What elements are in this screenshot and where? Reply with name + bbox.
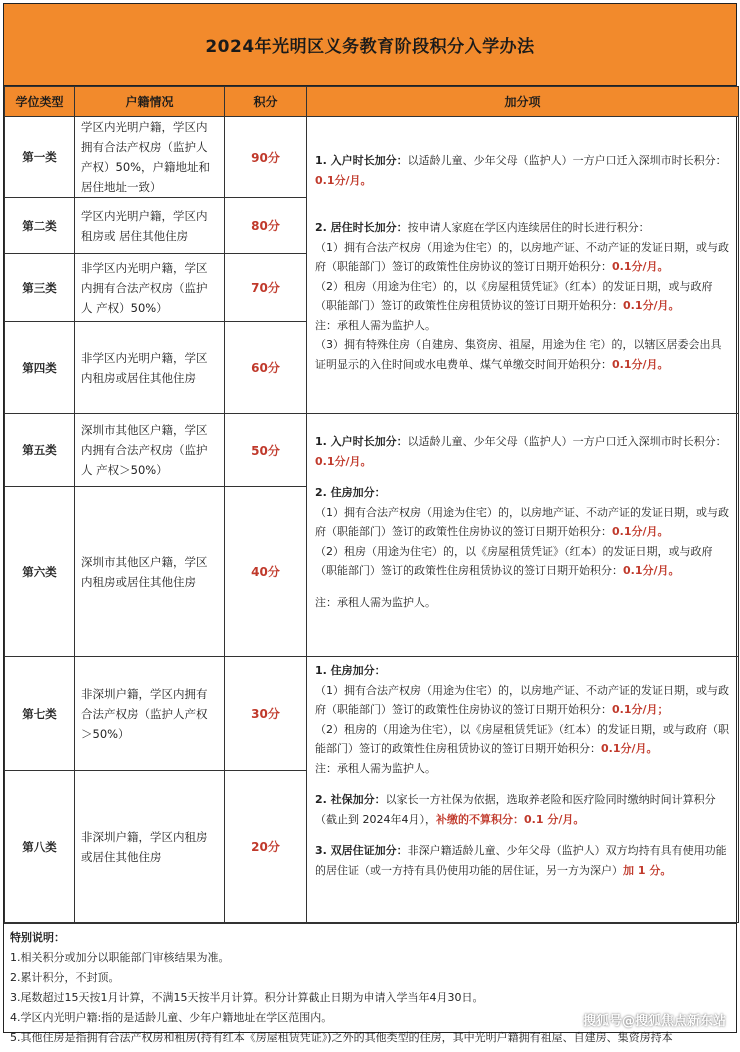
row-type: 第三类 [5, 254, 75, 322]
row-score: 30分 [225, 657, 307, 771]
table-row [5, 414, 739, 487]
bonus-note: 注：承租人需为监护人。 [315, 318, 436, 332]
bonus-text: 以适龄儿童、少年父母（监护人）一方户口迁入深圳市时长积分： [407, 154, 727, 167]
row-score: 90分 [225, 117, 307, 198]
bonus-heading: 1. 入户时长加分： [315, 154, 408, 167]
table-row [5, 117, 739, 198]
document-title: 2024年光明区义务教育阶段积分入学办法 [4, 4, 736, 86]
row-type: 第四类 [5, 322, 75, 414]
bonus-note: 注：承租人需为监护人。 [315, 761, 436, 775]
bonus-value: 0.1分/月。 [612, 357, 669, 371]
bonus-value: 0.1分/月。 [315, 173, 372, 187]
note-item: 5.其他住房是指拥有合法产权房和租房(持有红本《房屋租赁凭证》)之外的其他类型的住房，其中光明户籍拥有祖屋、自建房、集资房持本 [10, 1031, 673, 1044]
note-item: 3.尾数超过15天按1月计算，不满15天按半月计算。积分计算截止日期为申请入学当年4月30日。 [10, 991, 484, 1004]
row-hukou: 学区内光明户籍，学区内拥有合法产权房（监护人产权）50%，户籍地址和居住地址一致） [75, 117, 225, 198]
table-row [5, 657, 739, 771]
row-score: 20分 [225, 771, 307, 923]
bonus-text: （1）拥有合法产权房（用途为住宅）的，以房地产证、不动产证的发证日期，或与政府（职能部门）签订的政策性住房协议的签订日期开始积分： [315, 505, 729, 538]
bonus-heading: 3. 双居住证加分： [315, 844, 408, 857]
policy-document [3, 3, 737, 1044]
row-type: 第二类 [5, 198, 75, 254]
row-hukou: 深圳市其他区户籍，学区内租房或居住其他住房 [75, 487, 225, 657]
row-type: 第五类 [5, 414, 75, 487]
bonus-text: 以适龄儿童、少年父母（监护人）一方户口迁入深圳市时长积分： [407, 435, 727, 448]
bonus-value: 0.1分/月。 [601, 742, 658, 755]
bonus-heading: 1. 住房加分： [315, 664, 386, 677]
bonus-value: 0.1分/月。 [612, 260, 669, 273]
row-hukou: 非深圳户籍，学区内租房或居住其他住房 [75, 771, 225, 923]
row-score: 80分 [225, 198, 307, 254]
bonus-text: （2）租房的（用途为住宅），以《房屋租赁凭证》（红本）的发证日期，或与政府（职能部门）签订的政策性住房租赁协议的签订日期开始积分： [315, 722, 729, 755]
header-bonus: 加分项 [307, 87, 739, 117]
special-notes [4, 923, 736, 1052]
row-hukou: 非深圳户籍，学区内拥有合法产权房（监护人产权＞50%） [75, 657, 225, 771]
note-item: 2.累计积分，不封顶。 [10, 971, 120, 984]
bonus-value: 补缴的不算积分：0.1 分/月。 [436, 812, 585, 826]
bonus-heading: 2. 居住时长加分： [315, 221, 408, 234]
watermark: 搜狐号@搜狐焦点新东站 [582, 1014, 726, 1029]
bonus-text: 以家长一方社保为依据，选取养老险和医疗险同时缴纳时间计算积分（截止到 2024年4月）， [315, 793, 716, 826]
bonus-cell-a [307, 117, 739, 414]
row-hukou: 学区内光明户籍，学区内租房或 居住其他住房 [75, 198, 225, 254]
bonus-text: （2）租房（用途为住宅）的，以《房屋租赁凭证》（红本）的发证日期，或与政府（职能部门）签订的政策性住房租赁协议的签订日期开始积分： [315, 544, 713, 577]
bonus-value: 0.1分/月； [612, 703, 669, 716]
row-hukou: 非学区内光明户籍，学区内拥有合法产权房（监护人 产权）50%） [75, 254, 225, 322]
row-hukou: 非学区内光明户籍，学区内租房或居住其他住房 [75, 322, 225, 414]
row-score: 70分 [225, 254, 307, 322]
bonus-value: 0.1分/月。 [623, 564, 680, 577]
row-type: 第八类 [5, 771, 75, 923]
row-type: 第六类 [5, 487, 75, 657]
row-type: 第七类 [5, 657, 75, 771]
notes-heading: 特别说明： [10, 931, 65, 944]
row-type: 第一类 [5, 117, 75, 198]
note-item: 4.学区内光明户籍:指的是适龄儿童、少年户籍地址在学区范围内。 [10, 1011, 333, 1024]
bonus-value: 加 1 分。 [623, 863, 672, 877]
bonus-heading: 2. 社保加分： [315, 793, 386, 806]
header-score: 积分 [225, 87, 307, 117]
bonus-cell-c [307, 657, 739, 923]
bonus-value: 0.1分/月。 [623, 299, 680, 312]
row-score: 40分 [225, 487, 307, 657]
points-table [4, 86, 739, 923]
bonus-note: 注：承租人需为监护人。 [315, 595, 436, 609]
bonus-cell-b [307, 414, 739, 657]
note-item: 1.相关积分或加分以职能部门审核结果为准。 [10, 951, 230, 964]
header-type: 学位类型 [5, 87, 75, 117]
bonus-text: （1）拥有合法产权房（用途为住宅）的，以房地产证、不动产证的发证日期，或与政府（职能部门）签订的政策性住房协议的签订日期开始积分： [315, 683, 729, 716]
bonus-heading: 2. 住房加分： [315, 486, 386, 499]
bonus-text: 非深户籍适龄儿童、少年父母（监护人）双方均持有具有使用功能的居住证（或一方持有具仍使用功能的居住证，另一方为深户） [315, 844, 727, 877]
row-hukou: 深圳市其他区户籍，学区内拥有合法产权房（监护人 产权＞50%） [75, 414, 225, 487]
bonus-text: 按申请人家庭在学区内连续居住的时长进行积分： [407, 221, 650, 234]
table-header-row [5, 87, 739, 117]
bonus-heading: 1. 入户时长加分： [315, 435, 408, 448]
bonus-text: （3）拥有特殊住房（自建房、集资房、祖屋，用途为住 宅）的，以辖区居委会出具证明显示的入住时间或水电费单、煤气单缴交时间开始积分： [315, 338, 722, 371]
header-hukou: 户籍情况 [75, 87, 225, 117]
bonus-value: 0.1分/月。 [315, 454, 372, 468]
bonus-text: （2）租房（用途为住宅）的，以《房屋租赁凭证》（红本）的发证日期，或与政府（职能部门）签订的政策性住房租赁协议的签订日期开始积分： [315, 279, 713, 312]
bonus-text: （1）拥有合法产权房（用途为住宅）的，以房地产证、不动产证的发证日期，或与政府（职能部门）签订的政策性住房协议的签订日期开始积分： [315, 240, 729, 273]
row-score: 50分 [225, 414, 307, 487]
bonus-value: 0.1分/月。 [612, 525, 669, 538]
row-score: 60分 [225, 322, 307, 414]
